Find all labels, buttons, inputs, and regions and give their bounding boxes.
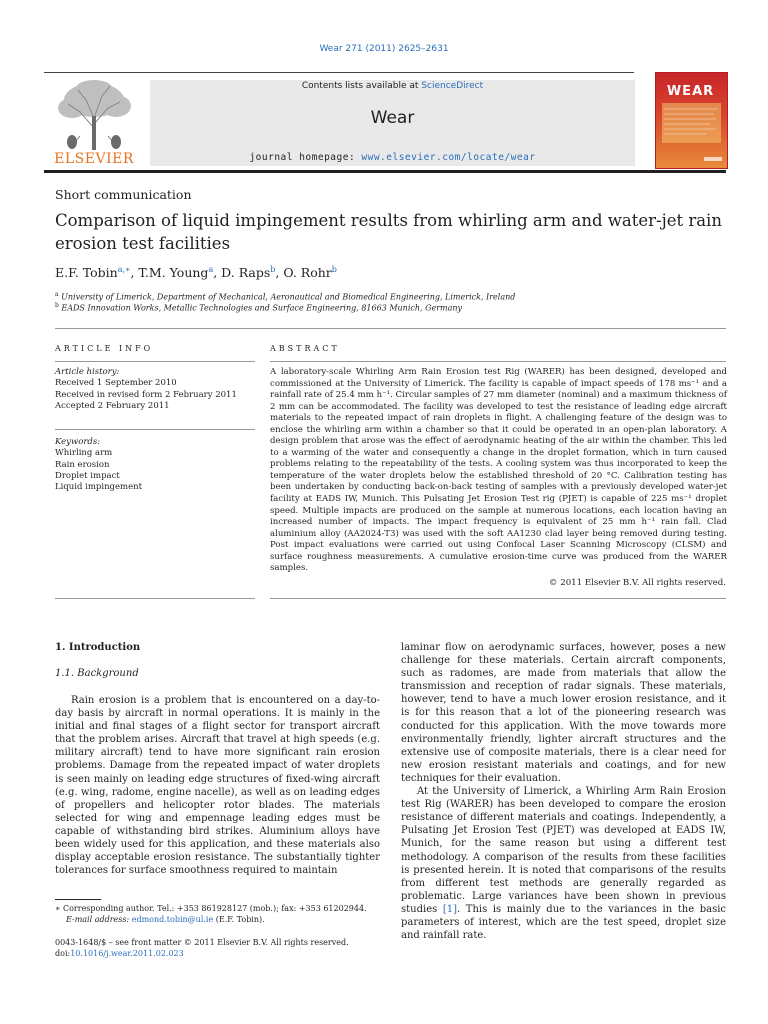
history-revised: Received in revised form 2 February 2011 xyxy=(55,389,237,400)
keyword: Whirling arm xyxy=(55,448,113,459)
article-info-bottom-rule xyxy=(55,598,255,599)
email-suffix: (E.F. Tobin). xyxy=(213,915,265,924)
body-paragraph: laminar flow on aerodynamic surfaces, however, poses a new challenge for these materials. Certain aircraft components, such as radomes, are made from materials that allow the transmission and reception of radar signals. These materials, however, tend to have a much lower erosion resistance, and it is for this reason that a lot of the pioneering research was conducted for this application. With the move towards more environmentally friendly, lighter aircraft structures and the extensive use of composite materials, there is a clear need for new erosion resistant materials and coatings, and for new techniques for their evaluation. xyxy=(401,642,726,784)
author-separator: , xyxy=(130,265,139,281)
affiliation-mark: a xyxy=(55,291,59,298)
author-separator: , xyxy=(275,265,284,281)
publisher-wordmark: ELSEVIER xyxy=(54,151,134,167)
doi-line xyxy=(55,949,184,958)
affiliation-text: University of Limerick, Department of Mechanical, Aeronautical and Biomedical Engineering, Limerick, Ireland xyxy=(61,292,516,302)
affiliation-text: EADS Innovation Works, Metallic Technologies and Surface Engineering, 81663 Munich, Germany xyxy=(61,303,463,313)
author-name[interactable]: O. Rohr xyxy=(283,265,332,281)
author-name[interactable]: T.M. Young xyxy=(138,265,209,281)
doi-link[interactable]: 10.1016/j.wear.2011.02.023 xyxy=(70,949,184,958)
author-name[interactable]: D. Raps xyxy=(221,265,271,281)
history-accepted: Accepted 2 February 2011 xyxy=(55,400,170,411)
left-column xyxy=(55,694,380,877)
email-link[interactable]: edmond.tobin@ul.ie xyxy=(131,915,214,924)
article-info-heading: ARTICLE INFO xyxy=(55,344,154,353)
author-affiliation-mark[interactable]: a,∗ xyxy=(117,265,131,274)
cover-title: WEAR xyxy=(666,84,715,99)
body-paragraph: Rain erosion is a problem that is encountered on a day-to-day basis by aircraft in normal operations. It is mainly in the initial and final stages of a flight sector for transport aircraft that the problem arises. Aircraft that travel at high speeds (e.g. military aircraft) tend to have more significant rain erosion problems. Damage from the repeated impact of water droplets is seen mainly on leading edge structures of fixed-wing aircraft (e.g. wing, radome, engine nacelle), as well as on leading edges of propellers and helicopter rotor blades. The materials selected for wing and empennage leading edges must be capable of withstanding bird strikes. Aluminium alloys have been widely used for this application, and these materials also display acceptable erosion resistance. The substantially tighter tolerances for surface smoothness required to maintain xyxy=(55,695,380,877)
section-heading: 1. Introduction xyxy=(55,642,141,653)
article-type: Short communication xyxy=(55,187,192,202)
email-footnote xyxy=(66,915,265,924)
subsection-heading: 1.1. Background xyxy=(55,668,139,679)
author-list xyxy=(55,265,337,280)
keyword: Droplet impact xyxy=(55,470,120,481)
abstract-rule xyxy=(270,361,726,362)
affiliation-mark: b xyxy=(55,302,59,309)
email-label: E-mail address: xyxy=(66,915,132,924)
homepage-link[interactable]: www.elsevier.com/locate/wear xyxy=(361,152,536,163)
article-history xyxy=(55,367,255,412)
footnote-rule xyxy=(55,899,101,900)
author-name[interactable]: E.F. Tobin xyxy=(55,265,118,281)
affiliation-b xyxy=(55,302,462,313)
abstract-bottom-rule xyxy=(270,598,726,599)
doi-prefix: doi: xyxy=(55,949,71,958)
article-info-rule xyxy=(55,361,255,362)
body-paragraph xyxy=(401,785,726,942)
right-column xyxy=(401,641,726,942)
abstract-copyright: © 2011 Elsevier B.V. All rights reserved. xyxy=(548,578,726,588)
affiliation-a xyxy=(55,291,515,302)
history-label: Article history: xyxy=(55,367,120,377)
abstract-text: A laboratory-scale Whirling Arm Rain Erosion test Rig (WARER) has been designed, developed and commissioned at the University of Limerick. The facility is capable of impact speeds of 178 ms⁻¹ and a rainfall rate of 25.4 mm h⁻¹. Circular samples of 27 mm diameter (nominal) and a maximum thickness of 2 mm can be accommodated. The facility was developed to test the resistance of leading edge aircraft materials to the repeated impact of rain droplets in flight. A challenging feature of the design was to enclose the whirling arm within a chamber so that it could be operated in an open-plan laboratory. A design problem that arose was the effect of aerodynamic heating of the air within the chamber. This led to a warming of the water and consequently a change in the droplet formation, which in turn caused problems relating to the repeatability of the tests. A cooling system was thus incorporated to keep the temperature of the water droplets below the established threshold of 20 °C. Calibration testing has been undertaken by conducting back-on-back testing of samples with a previously developed water-jet facility at EADS IW, Munich. This Pulsating Jet Erosion Test rig (PJET) is capable of 225 ms⁻¹ droplet speed. Multiple impacts are produced on the sample at numerous locations, each location having an increased number of impacts. The impact frequency is equivalent of 25 mm h⁻¹ rain fall. Clad aluminium alloy (AA2024-T3) was used with the soft AA1230 clad layer being removed during testing. Post impact evaluations were carried out using Confocal Laser Scanning Microscopy (CLSM) and surface roughness measurements. A cumulative erosion-time curve was produced from the WARER samples. xyxy=(270,367,727,574)
author-affiliation-mark[interactable]: b xyxy=(270,265,276,274)
body-text: . This is mainly due to the variances in the basic parameters of interest, which are the test speed, droplet size and rainfall rate. xyxy=(401,903,727,942)
abstract-heading: ABSTRACT xyxy=(270,344,340,353)
issn-line: 0043-1648/$ – see front matter © 2011 Elsevier B.V. All rights reserved. xyxy=(55,938,349,947)
contents-prefix: Contents lists available at xyxy=(301,81,422,91)
author-affiliation-mark[interactable]: a xyxy=(208,265,214,274)
keyword: Liquid impingement xyxy=(55,482,143,493)
header-thick-rule xyxy=(44,170,726,173)
sciencedirect-link[interactable]: ScienceDirect xyxy=(421,81,484,91)
keywords-block xyxy=(55,437,255,493)
contents-line xyxy=(150,81,635,91)
keywords-label: Keywords: xyxy=(55,437,101,447)
keyword: Rain erosion xyxy=(55,459,110,470)
keywords-rule xyxy=(55,429,255,430)
history-received: Received 1 September 2010 xyxy=(55,378,177,389)
header-rule xyxy=(44,72,634,73)
title-divider xyxy=(55,328,726,329)
body-text: At the University of Limerick, a Whirling Arm Rain Erosion test Rig (WARER) has been developed to compare the erosion resistance of different materials and coatings. Independently, a Pulsating Jet Erosion Test (PJET) was developed at EADS IW, Munich, for the same reason but using a different test methodology. A comparison of the results from these facilities is presented herein. It is noted that comparisons of the results from different test methods are generally regarded as problematic. Large variances have been shown in previous studies xyxy=(401,786,726,915)
reference-link[interactable]: [1] xyxy=(442,903,458,915)
author-affiliation-mark[interactable]: b xyxy=(331,265,337,274)
corresponding-footnote: ∗ Corresponding author. Tel.: +353 861928127 (mob.); fax: +353 61202944. xyxy=(55,904,367,913)
article-title: Comparison of liquid impingement results from whirling arm and water-jet rain erosion test facilities xyxy=(55,211,722,253)
author-separator: , xyxy=(213,265,222,281)
journal-name: Wear xyxy=(370,108,415,128)
homepage-prefix: journal homepage: xyxy=(249,152,362,163)
journal-homepage xyxy=(150,152,635,163)
citation-link[interactable]: Wear 271 (2011) 2625–2631 xyxy=(319,44,449,54)
